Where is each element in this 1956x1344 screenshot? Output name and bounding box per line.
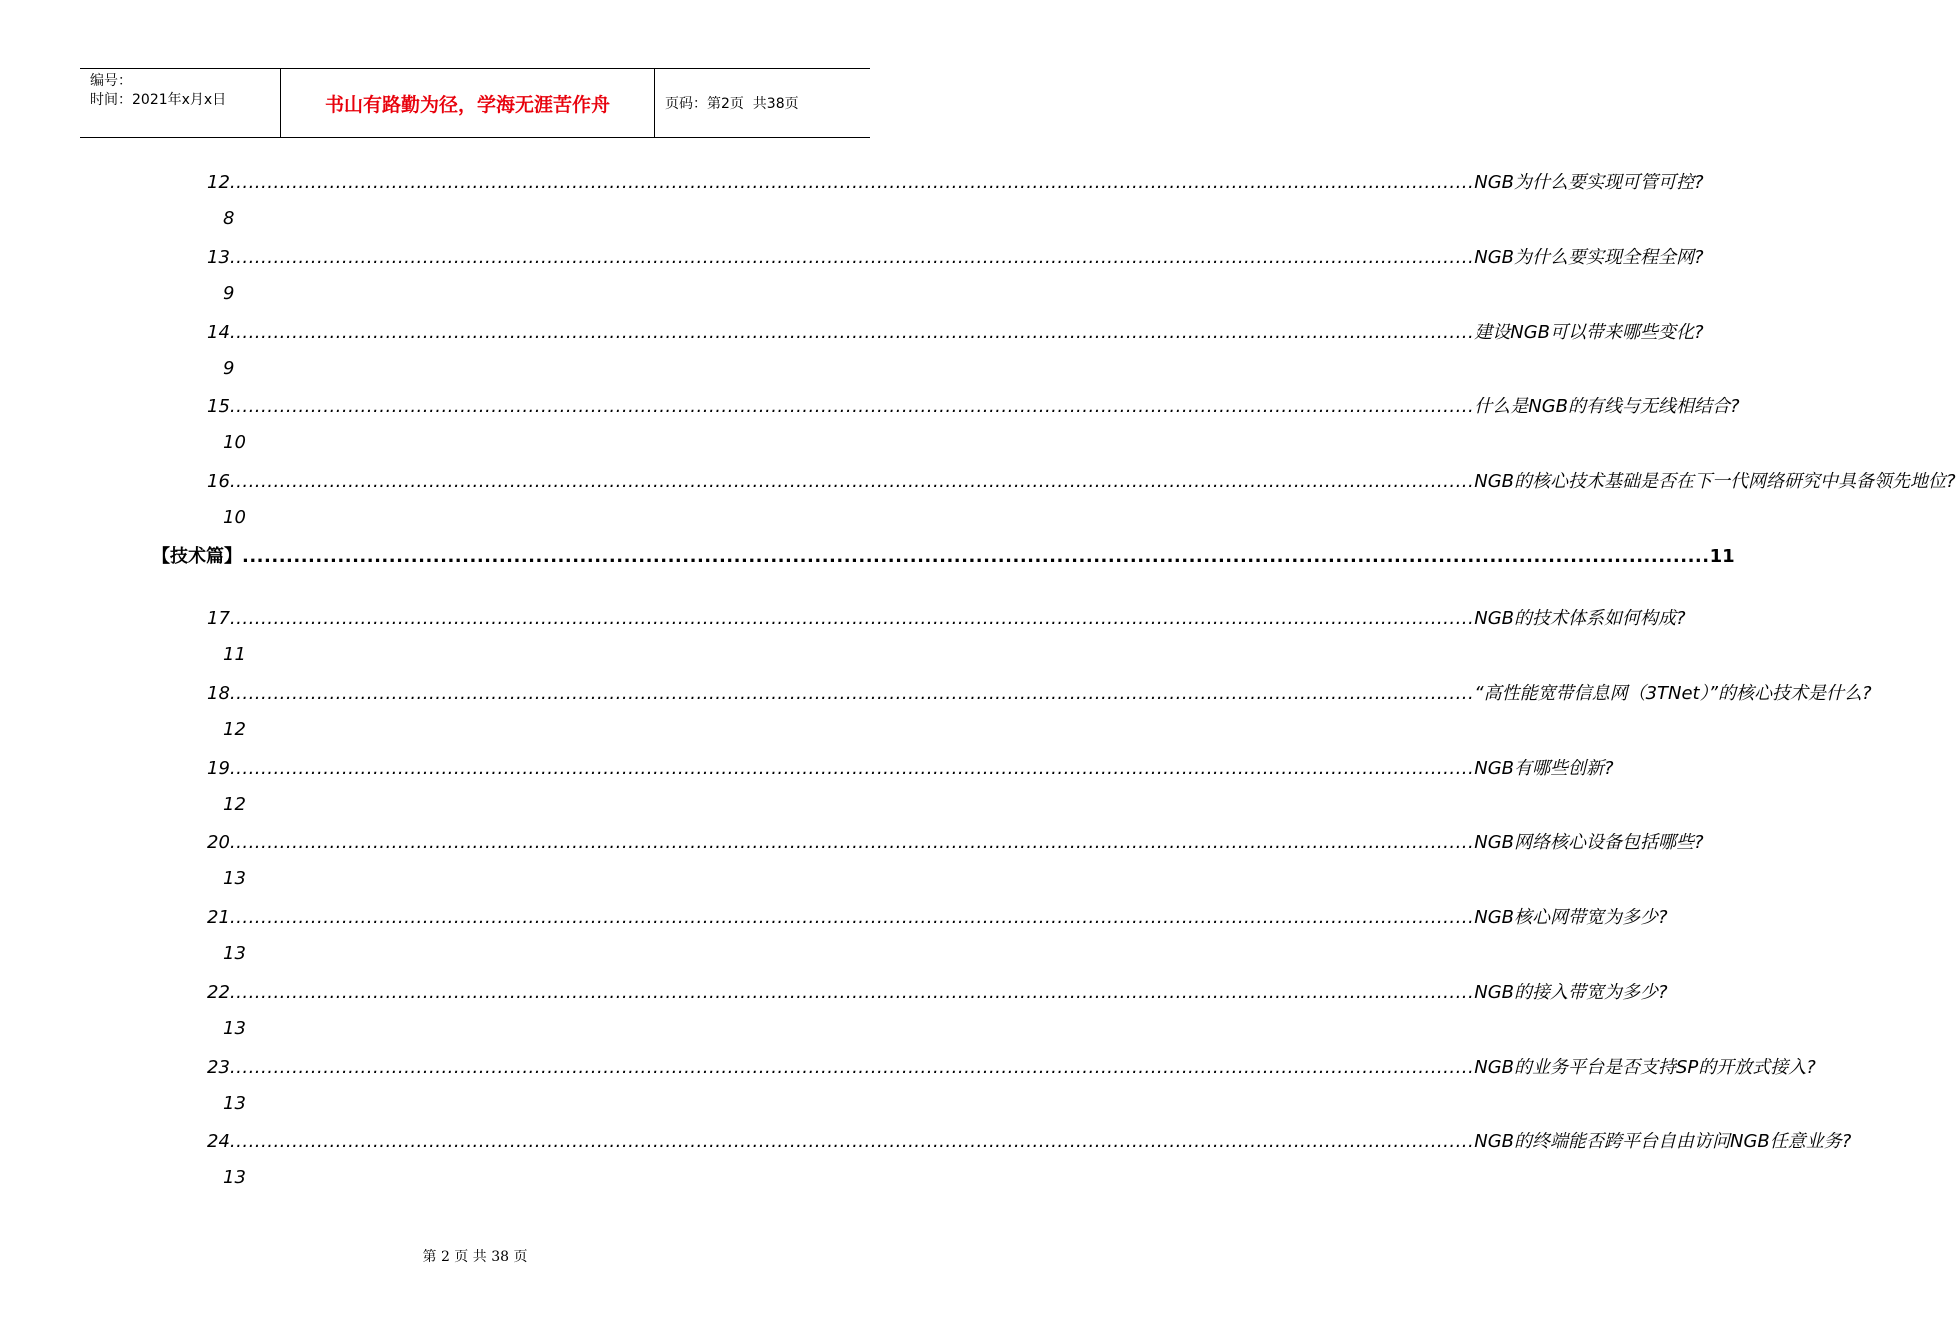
toc-entry-title: NGB的终端能否跨平台自由访问NGB任意业务? <box>1474 1131 1852 1152</box>
toc-leader-dots: ........................................................................................................................................................................................................ <box>229 1057 1475 1078</box>
toc-entry-title: NGB的核心技术基础是否在下一代网络研究中具备领先地位? <box>1474 471 1956 492</box>
toc-leader-dots: ........................................................................................................................................................................................................ <box>229 471 1475 492</box>
toc-entry[interactable] <box>207 171 1704 229</box>
footer-page-number: 第 2 页 共 38 页 <box>422 1249 528 1265</box>
toc-entry[interactable] <box>207 1056 1816 1114</box>
page-header <box>80 68 870 138</box>
toc-entry-page: 8 <box>223 208 235 229</box>
toc-entry[interactable] <box>207 906 1668 964</box>
toc-entry-number: 21 <box>207 907 230 928</box>
toc-entry[interactable] <box>207 321 1704 379</box>
toc-entry-number: 19 <box>207 758 230 779</box>
toc-entry-title: NGB核心网带宽为多少? <box>1474 907 1668 928</box>
toc-entry-title: NGB的业务平台是否支持SP的开放式接入? <box>1474 1057 1816 1078</box>
toc-entry-number: 17 <box>207 608 230 629</box>
toc-leader-dots: ........................................................................................................................................................................................................ <box>229 172 1475 193</box>
toc-entry-title: NGB的技术体系如何构成? <box>1474 608 1686 629</box>
toc-entry-page: 13 <box>223 1018 246 1039</box>
toc-leader-dots: ........................................................................................................................................................................................................ <box>229 247 1475 268</box>
toc-entry-title: “高性能宽带信息网（3TNet）”的核心技术是什么? <box>1474 683 1872 704</box>
toc-entry-title: NGB为什么要实现全程全网? <box>1474 247 1704 268</box>
toc-entry-page: 10 <box>223 507 246 528</box>
toc-leader-dots: ........................................................................................................................................................................................................ <box>229 982 1475 1003</box>
toc-entry[interactable] <box>207 1130 1852 1188</box>
toc-entry-number: 23 <box>207 1057 230 1078</box>
toc-entry-number: 12 <box>207 172 230 193</box>
toc-leader-dots: ........................................................................................................................................................................................................ <box>242 546 1710 567</box>
toc-entry-number: 22 <box>207 982 230 1003</box>
toc-leader-dots: ........................................................................................................................................................................................................ <box>229 907 1475 928</box>
toc-entry-title: NGB为什么要实现可管可控? <box>1474 172 1704 193</box>
toc-entry-page: 13 <box>223 1093 246 1114</box>
toc-entry-title: NGB网络核心设备包括哪些? <box>1474 832 1704 853</box>
toc-entry[interactable] <box>207 831 1704 889</box>
toc-entry-title: 建设NGB可以带来哪些变化? <box>1474 322 1704 343</box>
header-motto <box>281 69 655 137</box>
toc-entry-page: 11 <box>223 644 246 665</box>
toc-entry[interactable] <box>207 981 1668 1039</box>
toc-entry-title: 什么是NGB的有线与无线相结合? <box>1474 396 1740 417</box>
toc-entry-number: 16 <box>207 471 230 492</box>
toc-leader-dots: ........................................................................................................................................................................................................ <box>229 758 1475 779</box>
toc-entry-number: 18 <box>207 683 230 704</box>
toc-entry-number: 20 <box>207 832 230 853</box>
toc-entry-page: 9 <box>223 358 235 379</box>
header-meta <box>80 69 281 137</box>
toc-entry-number: 24 <box>207 1131 230 1152</box>
toc-leader-dots: ........................................................................................................................................................................................................ <box>229 608 1475 629</box>
toc-leader-dots: ........................................................................................................................................................................................................ <box>229 396 1475 417</box>
header-page-info <box>655 69 870 137</box>
toc-entry-page: 13 <box>223 1167 246 1188</box>
toc-entry-page: 12 <box>223 794 246 815</box>
toc-entry-page: 9 <box>223 283 235 304</box>
toc-leader-dots: ........................................................................................................................................................................................................ <box>229 322 1475 343</box>
toc-section-page: 11 <box>1709 546 1735 567</box>
header-number-label: 编号： <box>90 73 132 89</box>
toc-entry-title: NGB的接入带宽为多少? <box>1474 982 1668 1003</box>
toc-entry-page: 10 <box>223 432 246 453</box>
toc-section-title: 【技术篇】 <box>152 546 242 567</box>
toc-leader-dots: ........................................................................................................................................................................................................ <box>229 832 1475 853</box>
header-time-label: 时间：2021年x月x日 <box>90 92 227 108</box>
toc-entry-page: 13 <box>223 868 246 889</box>
page-footer <box>0 1246 950 1266</box>
toc-entry[interactable] <box>207 470 1956 528</box>
toc-entry-number: 14 <box>207 322 230 343</box>
header-page-info-text: 页码：第2页 共38页 <box>665 96 799 112</box>
toc-leader-dots: ........................................................................................................................................................................................................ <box>229 683 1475 704</box>
header-motto-text: 书山有路勤为径，学海无涯苦作舟 <box>324 93 610 116</box>
toc-entry-title: NGB有哪些创新? <box>1474 758 1614 779</box>
toc-entry-page: 12 <box>223 719 246 740</box>
toc-entry[interactable] <box>207 757 1614 815</box>
toc-entry-number: 15 <box>207 396 230 417</box>
toc-section-heading[interactable] <box>152 545 1735 569</box>
toc-leader-dots: ........................................................................................................................................................................................................ <box>229 1131 1475 1152</box>
toc-entry[interactable] <box>207 607 1686 665</box>
toc-entry[interactable] <box>207 395 1740 453</box>
toc-entry-page: 13 <box>223 943 246 964</box>
toc-entry-number: 13 <box>207 247 230 268</box>
toc-entry[interactable] <box>207 246 1704 304</box>
toc-entry[interactable] <box>207 682 1872 740</box>
